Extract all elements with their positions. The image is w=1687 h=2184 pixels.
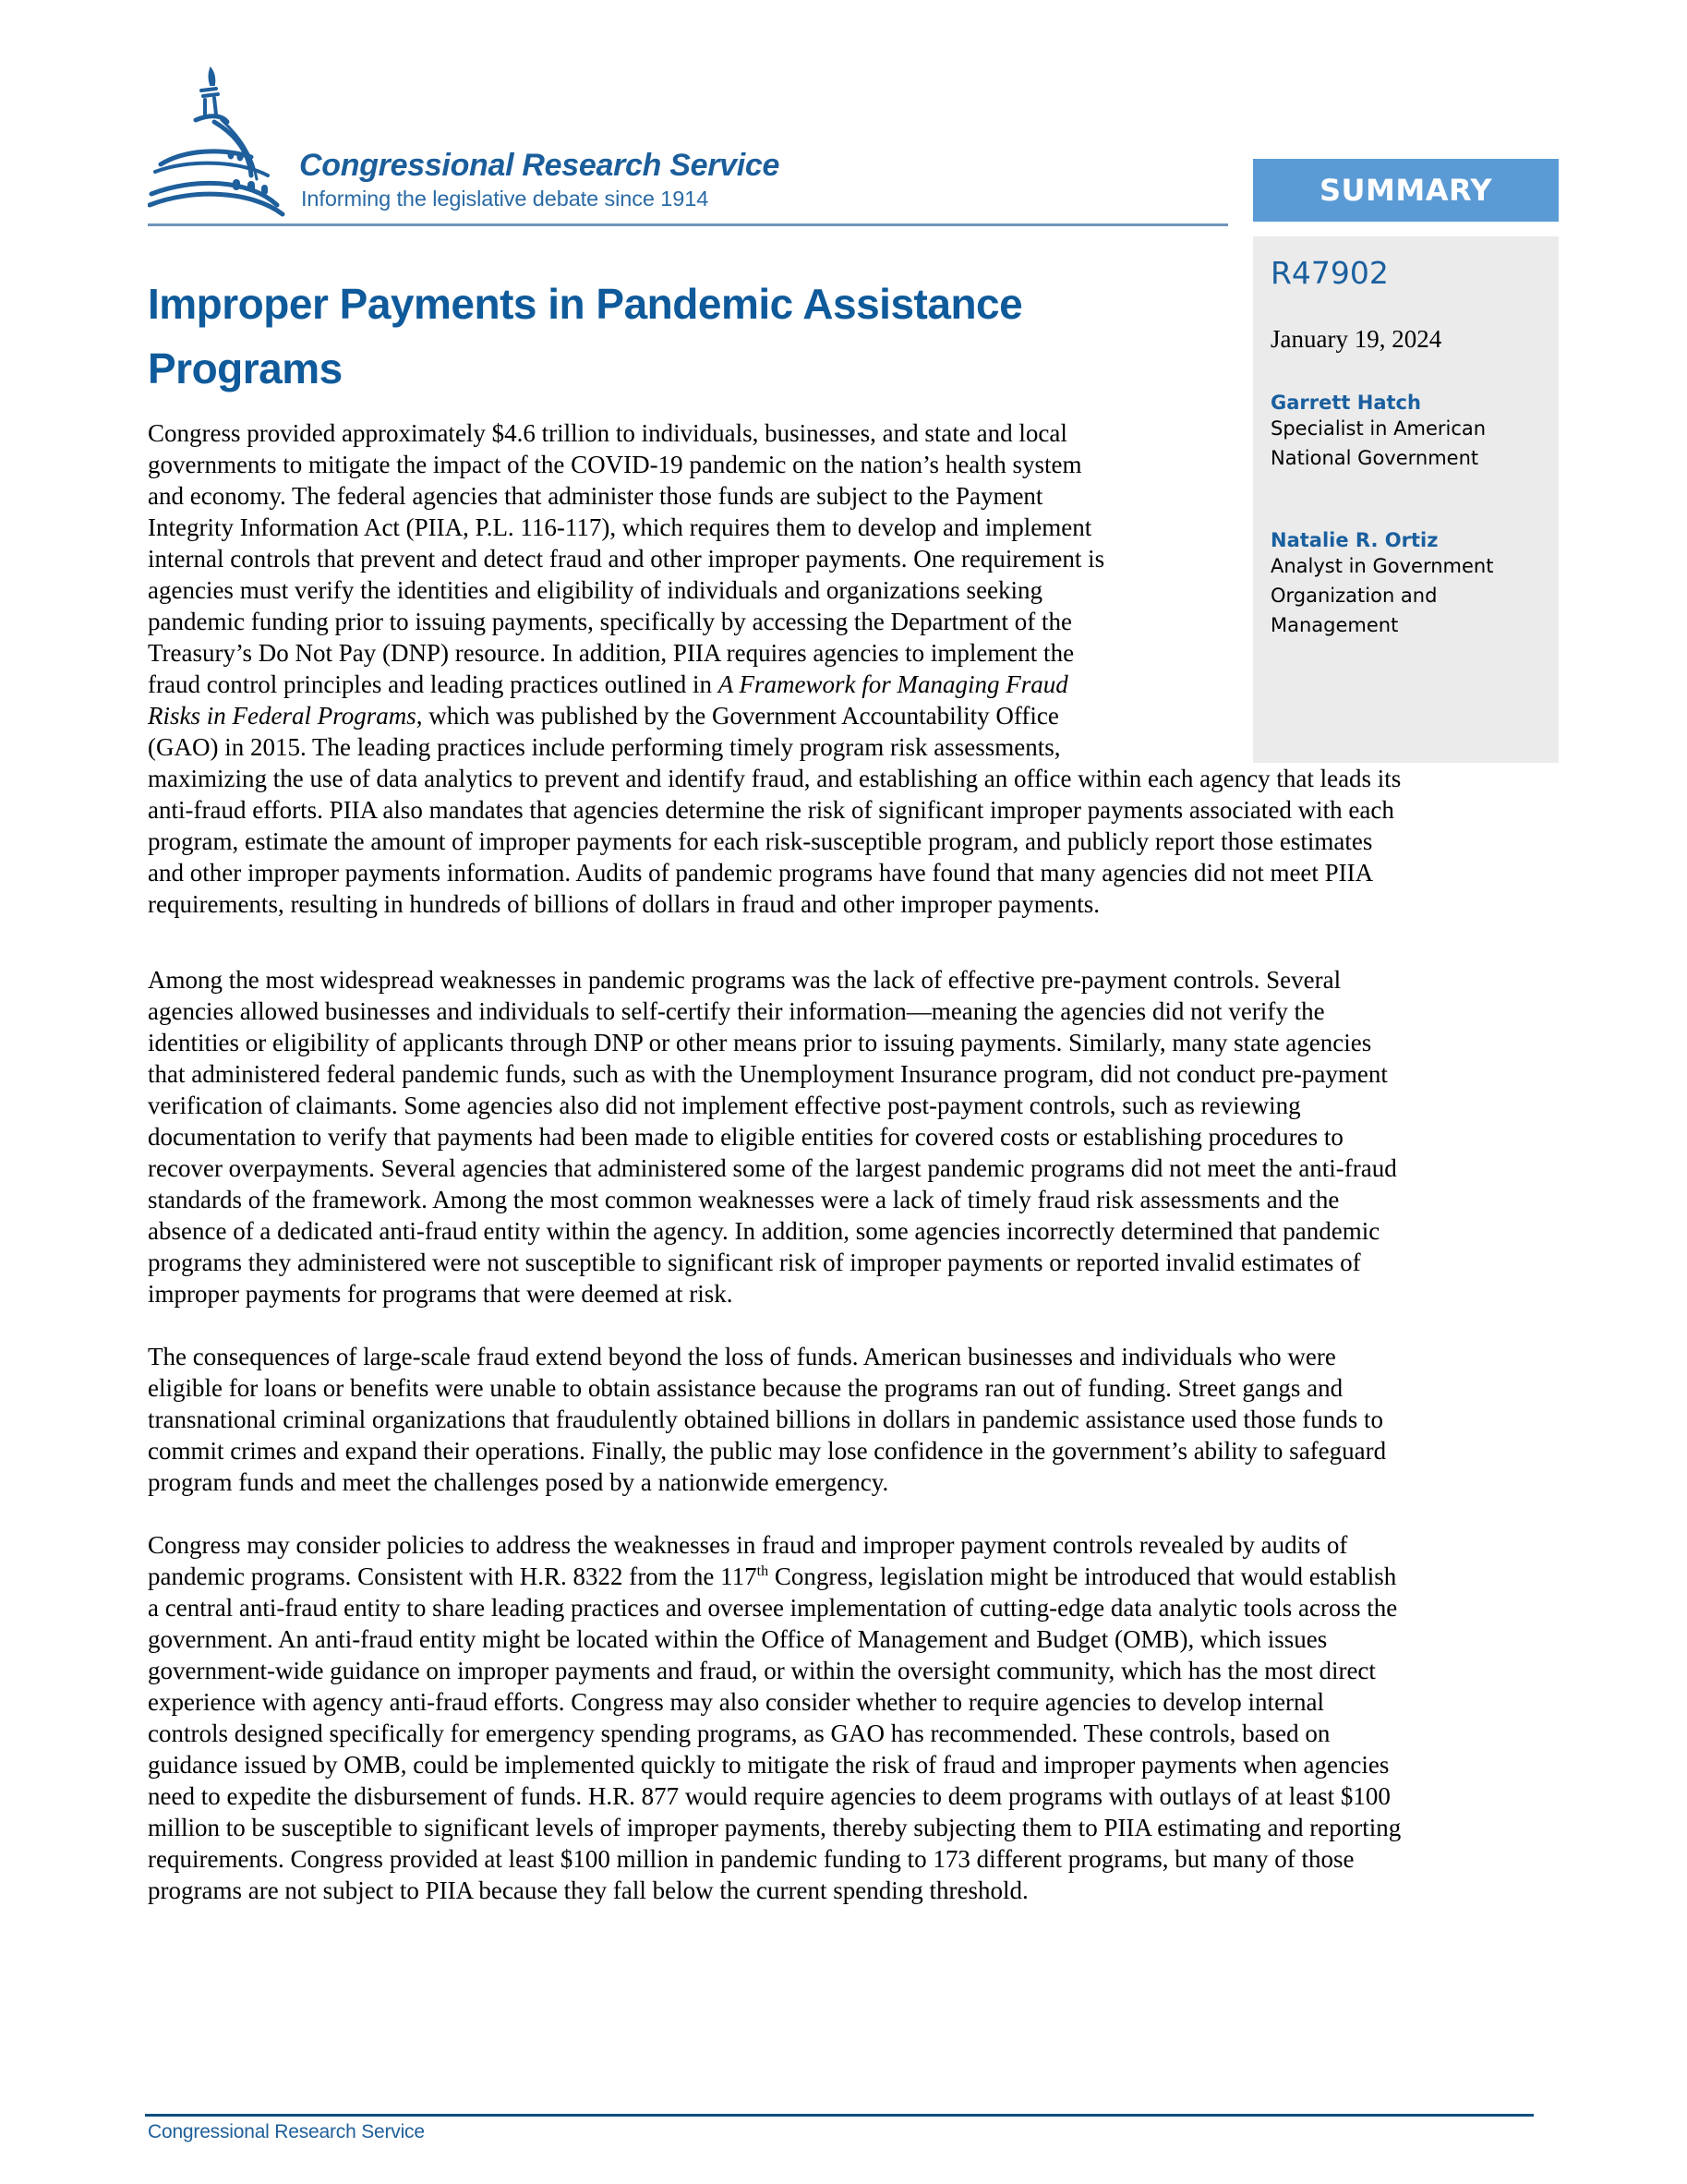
text-line: need to expedite the disbursement of funds. H.R. 877 would require agencies to deem programs with outlays of at least $100 bbox=[148, 1782, 1391, 1810]
ordinal-superscript: th bbox=[756, 1563, 769, 1579]
capitol-dome-logo-icon bbox=[148, 61, 286, 218]
text-line bbox=[148, 700, 1401, 731]
text-segment: pandemic programs. Consistent with H.R. 8322 from the 117 bbox=[148, 1563, 757, 1590]
summary-label: SUMMARY bbox=[1319, 173, 1493, 208]
text-line: eligible for loans or benefits were unable to obtain assistance because the programs ran out of funding. Street gangs and bbox=[148, 1374, 1344, 1402]
text-line: agencies allowed businesses and individuals to self-certify their information—meaning the agencies did not verify the bbox=[148, 997, 1325, 1025]
text-line: governments to mitigate the impact of the COVID-19 pandemic on the nation’s health system bbox=[148, 451, 1082, 478]
text-line: standards of the framework. Among the most common weaknesses were a lack of timely fraud risk assessments and the bbox=[148, 1186, 1340, 1213]
author-name: Garrett Hatch bbox=[1271, 392, 1421, 414]
text-line: internal controls that prevent and detect fraud and other improper payments. One requirement is bbox=[148, 545, 1105, 573]
text-line: agencies must verify the identities and eligibility of individuals and organizations seeking bbox=[148, 576, 1043, 604]
paragraph-3 bbox=[148, 1341, 1386, 1498]
paragraph-1 bbox=[148, 417, 1401, 920]
text-line bbox=[148, 669, 1401, 700]
author-title-line: Management bbox=[1271, 614, 1399, 636]
text-line: Among the most widespread weaknesses in pandemic programs was the lack of effective pre-payment controls. Several bbox=[148, 966, 1342, 994]
text-line: program, estimate the amount of improper payments for each risk-susceptible program, and publicly report those estimates bbox=[148, 827, 1373, 855]
text-segment: fraud control principles and leading practices outlined in bbox=[148, 670, 718, 698]
text-line: documentation to verify that payments had been made to eligible entities for covered costs or establishing procedures to bbox=[148, 1123, 1344, 1151]
text-line: guidance issued by OMB, could be implemented quickly to mitigate the risk of fraud and improper payments when agencies bbox=[148, 1751, 1390, 1779]
text-line: controls designed specifically for emergency spending programs, as GAO has recommended. These controls, based on bbox=[148, 1719, 1331, 1747]
brand-name: Congressional Research Service bbox=[299, 148, 780, 183]
text-line: Congress provided approximately $4.6 trillion to individuals, businesses, and state and local bbox=[148, 419, 1067, 447]
title-line: Programs bbox=[148, 344, 343, 392]
text-line: transnational criminal organizations that fraudulently obtained billions in dollars in pandemic assistance used those funds to bbox=[148, 1406, 1383, 1433]
text-line: and economy. The federal agencies that administer those funds are subject to the Payment bbox=[148, 482, 1043, 510]
text-line: pandemic funding prior to issuing payments, specifically by accessing the Department of the bbox=[148, 608, 1072, 635]
text-line: absence of a dedicated anti-fraud entity within the agency. In addition, some agencies incorrectly determined that pandemic bbox=[148, 1217, 1380, 1245]
summary-header bbox=[1253, 159, 1559, 222]
text-line: and other improper payments information. Audits of pandemic programs have found that many agencies did not meet PIIA bbox=[148, 859, 1374, 887]
text-line: a central anti-fraud entity to share leading practices and oversee implementation of cutting-edge data analytic tools across the bbox=[148, 1594, 1398, 1622]
italic-citation: Risks in Federal Programs bbox=[148, 702, 416, 730]
report-date: January 19, 2024 bbox=[1271, 325, 1442, 353]
author-title-line: National Government bbox=[1271, 447, 1479, 469]
text-line: government. An anti-fraud entity might be located within the Office of Management and Budget (OMB), which issues bbox=[148, 1625, 1328, 1653]
author-title-line: Analyst in Government bbox=[1271, 555, 1494, 577]
author-title-line: Organization and bbox=[1271, 585, 1438, 607]
text-segment: Congress, legislation might be introduced that would establish bbox=[768, 1563, 1397, 1590]
report-number: R47902 bbox=[1271, 255, 1389, 291]
footer-divider bbox=[145, 2114, 1534, 2117]
text-line: recover overpayments. Several agencies that administered some of the largest pandemic programs did not meet the anti-fraud bbox=[148, 1154, 1397, 1182]
text-line: identities or eligibility of applicants through DNP or other means prior to issuing payments. Similarly, many state agencies bbox=[148, 1029, 1372, 1056]
author-title-line: Specialist in American bbox=[1271, 417, 1487, 440]
text-line: requirements. Congress provided at least $100 million in pandemic funding to 173 different programs, but many of those bbox=[148, 1845, 1355, 1873]
paragraph-2 bbox=[148, 964, 1397, 1309]
text-line: that administered federal pandemic funds, such as with the Unemployment Insurance program, did not conduct pre-payment bbox=[148, 1060, 1388, 1088]
author-name: Natalie R. Ortiz bbox=[1271, 529, 1439, 551]
text-line: requirements, resulting in hundreds of billions of dollars in fraud and other improper payments. bbox=[148, 890, 1101, 918]
text-line: programs they administered were not susceptible to significant risk of improper payments or reported invalid estimates of bbox=[148, 1249, 1361, 1276]
text-line: The consequences of large-scale fraud extend beyond the loss of funds. American businesses and individuals who were bbox=[148, 1343, 1336, 1370]
text-line: commit crimes and expand their operations. Finally, the public may lose confidence in the government’s ability to safeguard bbox=[148, 1437, 1387, 1465]
page-title bbox=[148, 271, 1237, 401]
text-line bbox=[148, 1561, 1401, 1592]
text-line: maximizing the use of data analytics to prevent and identify fraud, and establishing an office within each agency that leads its bbox=[148, 765, 1402, 792]
text-line: Treasury’s Do Not Pay (DNP) resource. In addition, PIIA requires agencies to implement the bbox=[148, 639, 1075, 667]
italic-citation: A Framework for Managing Fraud bbox=[717, 670, 1068, 698]
text-line: programs are not subject to PIIA because they fall below the current spending threshold. bbox=[148, 1876, 1029, 1904]
header-divider bbox=[148, 223, 1228, 226]
title-line: Improper Payments in Pandemic Assistance bbox=[148, 280, 1023, 328]
text-segment: , which was published by the Government Accountability Office bbox=[416, 702, 1059, 730]
text-line: (GAO) in 2015. The leading practices include performing timely program risk assessments, bbox=[148, 733, 1061, 761]
text-line: verification of claimants. Some agencies also did not implement effective post-payment controls, such as reviewing bbox=[148, 1092, 1301, 1119]
text-line: improper payments for programs that were deemed at risk. bbox=[148, 1280, 733, 1308]
text-line: million to be susceptible to significant levels of improper payments, thereby subjecting them to PIIA estimating and reporting bbox=[148, 1814, 1402, 1841]
text-line: experience with agency anti-fraud efforts. Congress may also consider whether to require agencies to develop internal bbox=[148, 1688, 1325, 1716]
brand-tagline: Informing the legislative debate since 1914 bbox=[301, 187, 709, 211]
text-line: Congress may consider policies to address the weaknesses in fraud and improper payment controls revealed by audits of bbox=[148, 1531, 1348, 1559]
text-line: program funds and meet the challenges posed by a nationwide emergency. bbox=[148, 1468, 889, 1496]
footer-org-name: Congressional Research Service bbox=[148, 2121, 425, 2142]
text-line: government-wide guidance on improper payments and fraud, or within the oversight community, which has the most direct bbox=[148, 1657, 1376, 1684]
text-line: Integrity Information Act (PIIA, P.L. 116-117), which requires them to develop and implement bbox=[148, 513, 1092, 541]
text-line: anti-fraud efforts. PIIA also mandates that agencies determine the risk of significant improper payments associated with each bbox=[148, 796, 1394, 824]
paragraph-4 bbox=[148, 1529, 1401, 1906]
